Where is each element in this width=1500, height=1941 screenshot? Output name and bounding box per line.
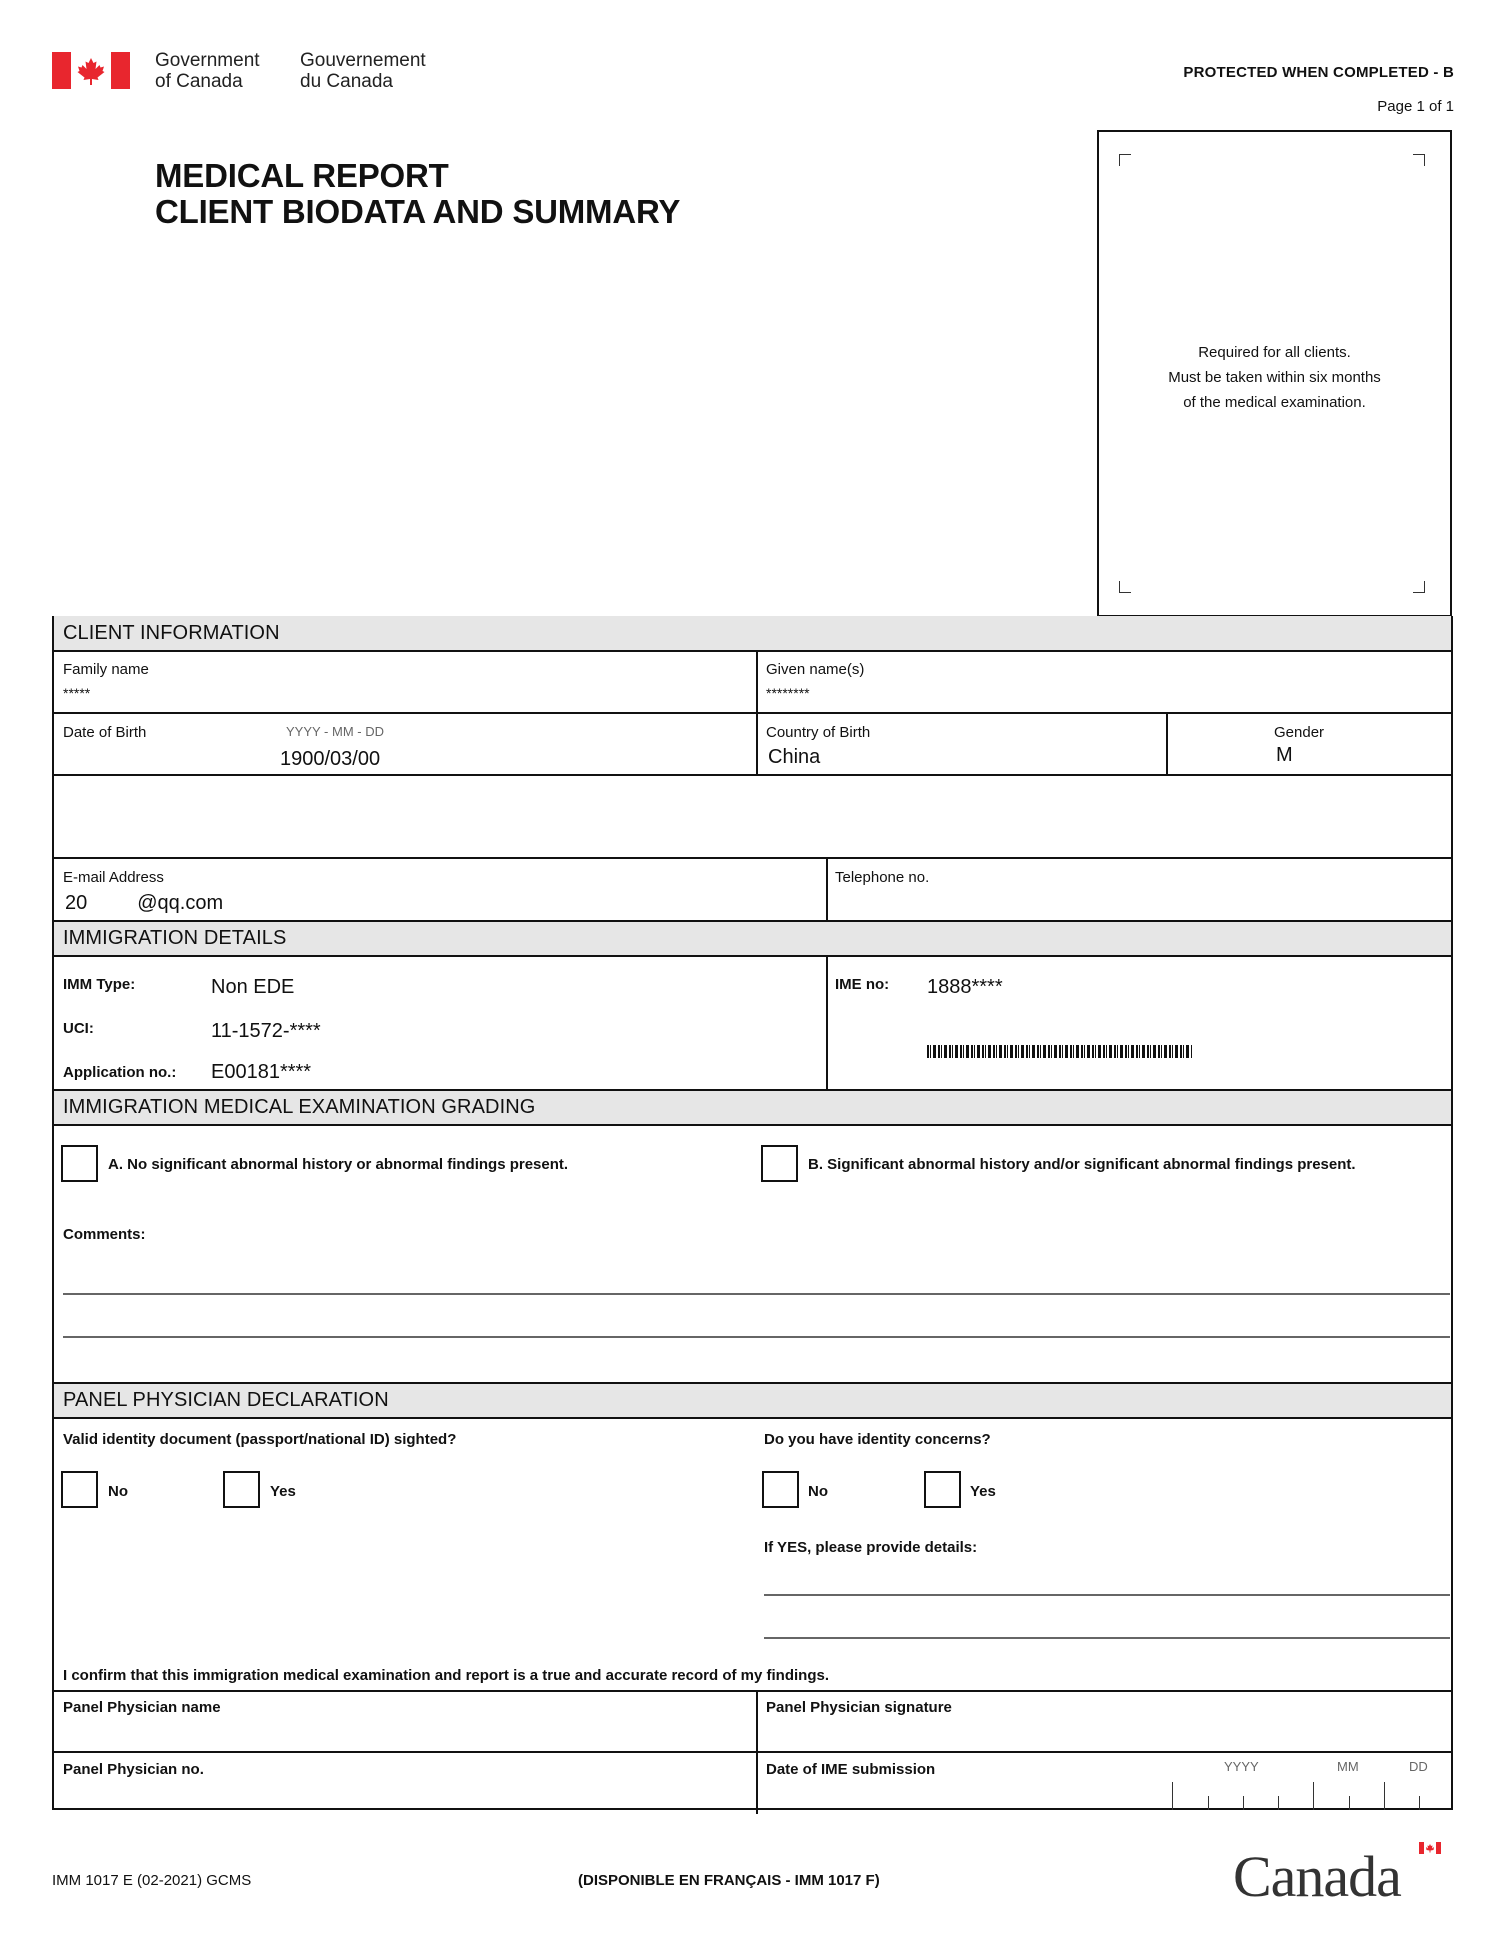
id-sighted-no-label: No	[108, 1483, 128, 1500]
canada-wordmark-flag-icon	[1419, 1842, 1441, 1854]
email-field[interactable]	[65, 892, 223, 915]
comments-line-2[interactable]	[63, 1336, 1450, 1338]
crop-corner-icon	[1413, 581, 1425, 593]
email-user: 20	[65, 892, 88, 914]
date-mm-hint: MM	[1337, 1759, 1359, 1774]
form-identifier: IMM 1017 E (02-2021) GCMS	[52, 1872, 252, 1889]
id-sighted-yes-checkbox[interactable]	[223, 1471, 260, 1508]
email-label: E-mail Address	[63, 869, 164, 886]
imm-type-field[interactable]: Non EDE	[211, 976, 295, 998]
gov-fr-line1: Gouvernement	[300, 50, 426, 71]
medical-report-form	[52, 616, 1453, 1810]
telephone-label: Telephone no.	[835, 869, 930, 886]
grade-b-label: B. Significant abnormal history and/or significant abnormal findings present.	[808, 1156, 1356, 1173]
section-physician-declaration: PANEL PHYSICIAN DECLARATION	[54, 1382, 1451, 1419]
divider	[826, 955, 828, 1090]
ime-no-field[interactable]: 1888****	[927, 976, 1003, 998]
gender-field[interactable]: M	[1276, 744, 1293, 766]
government-of-canada-signature	[155, 50, 260, 92]
row-divider	[54, 774, 1451, 776]
dob-format-hint: YYYY - MM - DD	[286, 724, 384, 739]
identity-concerns-no-label: No	[808, 1483, 828, 1500]
crop-corner-icon	[1119, 581, 1131, 593]
uci-label: UCI:	[63, 1020, 94, 1037]
id-sighted-no-checkbox[interactable]	[61, 1471, 98, 1508]
application-no-label: Application no.:	[63, 1064, 177, 1081]
imm-type-label: IMM Type:	[63, 976, 136, 993]
grade-b-checkbox[interactable]	[761, 1145, 798, 1182]
row-divider	[54, 857, 1451, 859]
date-yyyy-hint: YYYY	[1224, 1759, 1259, 1774]
section-exam-grading: IMMIGRATION MEDICAL EXAMINATION GRADING	[54, 1089, 1451, 1126]
photo-instruction-line: Required for all clients.	[1198, 344, 1351, 361]
row-divider	[54, 1690, 1451, 1692]
title-line1: MEDICAL REPORT	[155, 157, 449, 194]
crop-corner-icon	[1413, 154, 1425, 166]
details-line-2[interactable]	[764, 1637, 1450, 1639]
gender-label: Gender	[1274, 724, 1325, 741]
given-names-label: Given name(s)	[766, 661, 865, 678]
ime-no-label: IME no:	[835, 976, 890, 993]
french-availability-note: (DISPONIBLE EN FRANÇAIS - IMM 1017 F)	[578, 1872, 880, 1889]
physician-name-label: Panel Physician name	[63, 1699, 221, 1716]
family-name-field[interactable]: *****	[63, 685, 91, 701]
photo-box[interactable]	[1097, 130, 1452, 617]
photo-instruction-line: Must be taken within six months	[1168, 369, 1381, 386]
comments-label: Comments:	[63, 1226, 146, 1243]
canada-wordmark: Canada	[1233, 1844, 1401, 1909]
canada-flag-icon	[52, 52, 130, 89]
given-names-field[interactable]: ********	[766, 685, 810, 701]
section-client-information: CLIENT INFORMATION	[54, 616, 1451, 652]
identity-concerns-no-checkbox[interactable]	[762, 1471, 799, 1508]
gov-fr-line2: du Canada	[300, 71, 393, 92]
page-number: Page 1 of 1	[1377, 98, 1454, 115]
gouvernement-du-canada-signature	[300, 50, 426, 92]
dob-label: Date of Birth	[63, 724, 147, 741]
section-immigration-details: IMMIGRATION DETAILS	[54, 920, 1451, 957]
confirmation-statement: I confirm that this immigration medical examination and report is a true and accurate record of my findings.	[63, 1667, 829, 1684]
page-title	[155, 158, 680, 230]
details-line-1[interactable]	[764, 1594, 1450, 1596]
protection-level: PROTECTED WHEN COMPLETED - B	[1183, 64, 1454, 81]
gov-en-line1: Government	[155, 50, 260, 71]
dob-field[interactable]: 1900/03/00	[280, 748, 381, 770]
submission-date-label: Date of IME submission	[766, 1761, 936, 1778]
id-sighted-yes-label: Yes	[270, 1483, 296, 1500]
photo-instructions	[1099, 340, 1450, 415]
date-dd-hint: DD	[1409, 1759, 1428, 1774]
title-line2: CLIENT BIODATA AND SUMMARY	[155, 193, 681, 230]
identity-concerns-yes-label: Yes	[970, 1483, 996, 1500]
identity-concerns-question: Do you have identity concerns?	[764, 1431, 991, 1448]
grade-a-label: A. No significant abnormal history or abnormal findings present.	[108, 1156, 569, 1173]
grade-a-checkbox[interactable]	[61, 1145, 98, 1182]
details-label: If YES, please provide details:	[764, 1539, 978, 1556]
divider	[1166, 712, 1168, 776]
row-divider	[54, 1751, 1451, 1753]
id-sighted-question: Valid identity document (passport/national ID) sighted?	[63, 1431, 457, 1448]
uci-field[interactable]: 11-1572-****	[211, 1020, 321, 1042]
physician-no-label: Panel Physician no.	[63, 1761, 204, 1778]
divider	[826, 857, 828, 921]
ime-barcode	[927, 1045, 1192, 1058]
identity-concerns-yes-checkbox[interactable]	[924, 1471, 961, 1508]
gov-en-line2: of Canada	[155, 71, 243, 92]
physician-signature-label: Panel Physician signature	[766, 1699, 952, 1716]
email-domain: @qq.com	[137, 892, 224, 914]
country-of-birth-field[interactable]: China	[768, 746, 821, 768]
submission-date-field[interactable]	[1172, 1778, 1452, 1810]
row-divider	[54, 712, 1451, 714]
comments-line-1[interactable]	[63, 1293, 1450, 1295]
family-name-label: Family name	[63, 661, 149, 678]
photo-instruction-line: of the medical examination.	[1183, 394, 1366, 411]
country-of-birth-label: Country of Birth	[766, 724, 871, 741]
application-no-field[interactable]: E00181****	[211, 1061, 312, 1083]
crop-corner-icon	[1119, 154, 1131, 166]
